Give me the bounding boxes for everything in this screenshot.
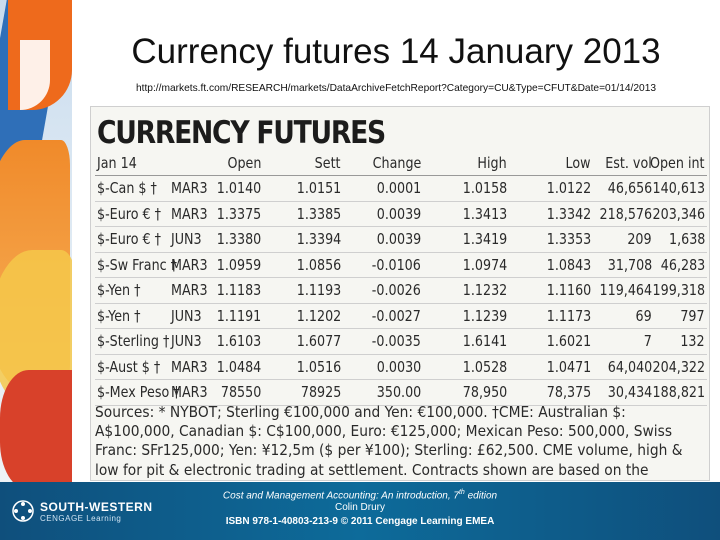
cell-open-int: 203,346 (652, 204, 705, 223)
cell-contract: $-Euro € † (97, 204, 162, 223)
cell-open-int: 188,821 (652, 383, 705, 401)
cell-est-vol: 30,434 (607, 383, 652, 401)
cell-open-int: 204,322 (652, 357, 705, 376)
cell-month: MAR3 (171, 179, 208, 197)
table-row (95, 329, 707, 355)
cell-contract: $-Mex Peso † (97, 383, 180, 401)
cell-high: 1.1239 (462, 306, 507, 325)
cell-low: 78,375 (546, 383, 591, 401)
cell-open-int: 46,283 (660, 255, 705, 274)
col-header-high: High (477, 154, 507, 172)
cell-high: 1.0158 (462, 179, 507, 197)
cell-open-int: 797 (680, 306, 705, 325)
cell-est-vol: 7 (643, 332, 652, 350)
cell-high: 1.6141 (462, 332, 507, 350)
cell-contract: $-Sterling † (97, 332, 170, 350)
table-row (95, 304, 707, 330)
cell-open-int: 199,318 (652, 281, 705, 299)
cell-sett: 1.0151 (296, 179, 341, 197)
cell-month: MAR3 (171, 383, 208, 401)
cell-sett: 1.6077 (296, 332, 341, 350)
cell-high: 78,950 (462, 383, 507, 401)
cell-est-vol: 69 (635, 306, 652, 325)
cell-low: 1.6021 (546, 332, 591, 350)
table-row (95, 380, 707, 406)
cell-change: -0.0026 (371, 281, 421, 299)
cell-contract: $-Yen † (97, 281, 141, 299)
col-header-open: Open (227, 154, 261, 172)
cell-contract: $-Sw Franc † (97, 255, 178, 274)
cell-high: 1.1232 (462, 281, 507, 299)
cell-high: 1.3419 (462, 230, 507, 248)
cell-open: 1.6103 (216, 332, 261, 350)
cell-open: 1.0484 (216, 357, 261, 376)
cell-month: MAR3 (171, 357, 208, 376)
cell-open: 1.3380 (216, 230, 261, 248)
cell-low: 1.1173 (546, 306, 591, 325)
cell-sett: 1.3394 (296, 230, 341, 248)
cell-change: 0.0030 (376, 357, 421, 376)
sources-line: Franc: SFr125,000; Yen: ¥12,5m ($ per ¥100); Sterling: £62,500. CME volume, high & (95, 441, 683, 460)
cell-change: 0.0001 (376, 179, 421, 197)
cell-open: 1.0140 (216, 179, 261, 197)
cell-change: 350.00 (376, 383, 421, 401)
cell-month: MAR3 (171, 281, 208, 299)
book-isbn: ISBN 978-1-40803-213-9 © 2011 Cengage Learning EMEA (225, 516, 495, 527)
cell-sett: 1.1202 (296, 306, 341, 325)
cell-est-vol: 119,464 (599, 281, 652, 299)
cell-month: JUN3 (171, 306, 202, 325)
sources-line: Sources: * NYBOT; Sterling €100,000 and Yen: €100,000. †CME: Australian $: (95, 403, 626, 421)
table-row (95, 278, 707, 304)
cell-month: MAR3 (171, 204, 208, 223)
cell-month: JUN3 (171, 332, 202, 350)
cell-month: JUN3 (171, 230, 202, 248)
cell-contract: $-Yen † (97, 306, 141, 325)
col-header-est-vol: Est. vol (605, 154, 652, 172)
slide-title: Currency futures 14 January 2013 (131, 32, 661, 71)
cell-change: -0.0027 (371, 306, 421, 325)
cell-open: 78550 (220, 383, 261, 401)
cell-sett: 1.3385 (296, 204, 341, 223)
futures-table (95, 151, 707, 406)
cell-change: -0.0035 (371, 332, 421, 350)
cell-contract: $-Can $ † (97, 179, 157, 197)
cell-est-vol: 64,040 (607, 357, 652, 376)
cell-contract: $-Aust $ † (97, 357, 161, 376)
cell-open: 1.3375 (216, 204, 261, 223)
cell-change: 0.0039 (376, 230, 421, 248)
table-row (95, 176, 707, 202)
book-author: Colin Drury (334, 502, 385, 513)
table-row (95, 202, 707, 228)
col-header-sett: Sett (315, 154, 341, 172)
cell-month: MAR3 (171, 255, 208, 274)
clipping-heading: CURRENCY FUTURES (97, 115, 385, 151)
newspaper-clipping (90, 106, 710, 481)
sw-logo-icon (12, 500, 34, 522)
cell-sett: 1.0856 (296, 255, 341, 274)
table-row (95, 253, 707, 279)
cell-low: 1.0471 (546, 357, 591, 376)
cell-sett: 78925 (300, 383, 341, 401)
cell-sett: 1.1193 (296, 281, 341, 299)
cell-est-vol: 46,656 (607, 179, 652, 197)
table-row (95, 227, 707, 253)
cell-high: 1.0528 (462, 357, 507, 376)
cell-high: 1.3413 (462, 204, 507, 223)
cell-change: -0.0106 (371, 255, 421, 274)
cell-low: 1.0122 (546, 179, 591, 197)
cell-contract: $-Euro € † (97, 230, 162, 248)
publisher-name: SOUTH-WESTERN (40, 500, 153, 514)
cell-sett: 1.0516 (296, 357, 341, 376)
book-title: Cost and Management Accounting: An introduction, 7th edition (222, 489, 498, 502)
cell-est-vol: 218,576 (599, 204, 652, 223)
cell-low: 1.1160 (546, 281, 591, 299)
decorative-photo-strip (0, 0, 72, 482)
slide-footer (0, 482, 720, 540)
cell-low: 1.3353 (546, 230, 591, 248)
col-header-change: Change (372, 154, 421, 172)
table-row (95, 355, 707, 381)
sources-line: low for pit & electronic trading at settlement. Contracts shown are based on the (95, 460, 649, 479)
cell-low: 1.0843 (546, 255, 591, 274)
cell-open-int: 140,613 (652, 179, 705, 197)
cell-open: 1.0959 (216, 255, 261, 274)
cell-change: 0.0039 (376, 204, 421, 223)
cell-est-vol: 209 (627, 230, 652, 248)
cell-open: 1.1183 (216, 281, 261, 299)
cell-high: 1.0974 (462, 255, 507, 274)
table-header-row (95, 151, 707, 176)
cell-open-int: 1,638 (668, 230, 705, 248)
cell-est-vol: 31,708 (607, 255, 652, 274)
source-url: http://markets.ft.com/RESEARCH/markets/DataArchiveFetchReport?Category=CU&Type=CFUT&Date=01/14/2013 (135, 83, 657, 94)
cell-low: 1.3342 (546, 204, 591, 223)
sources-line: A$100,000, Canadian $: C$100,000, Euro: €125,000; Mexican Peso: 500,000, Swiss (95, 422, 673, 441)
publisher-sub: CENGAGE Learning (40, 514, 122, 523)
cell-open: 1.1191 (216, 306, 261, 325)
col-header-open-int: Open int (650, 154, 705, 172)
col-header-low: Low (565, 154, 591, 172)
col-header-date: Jan 14 (97, 154, 137, 172)
cell-open-int: 132 (680, 332, 705, 350)
